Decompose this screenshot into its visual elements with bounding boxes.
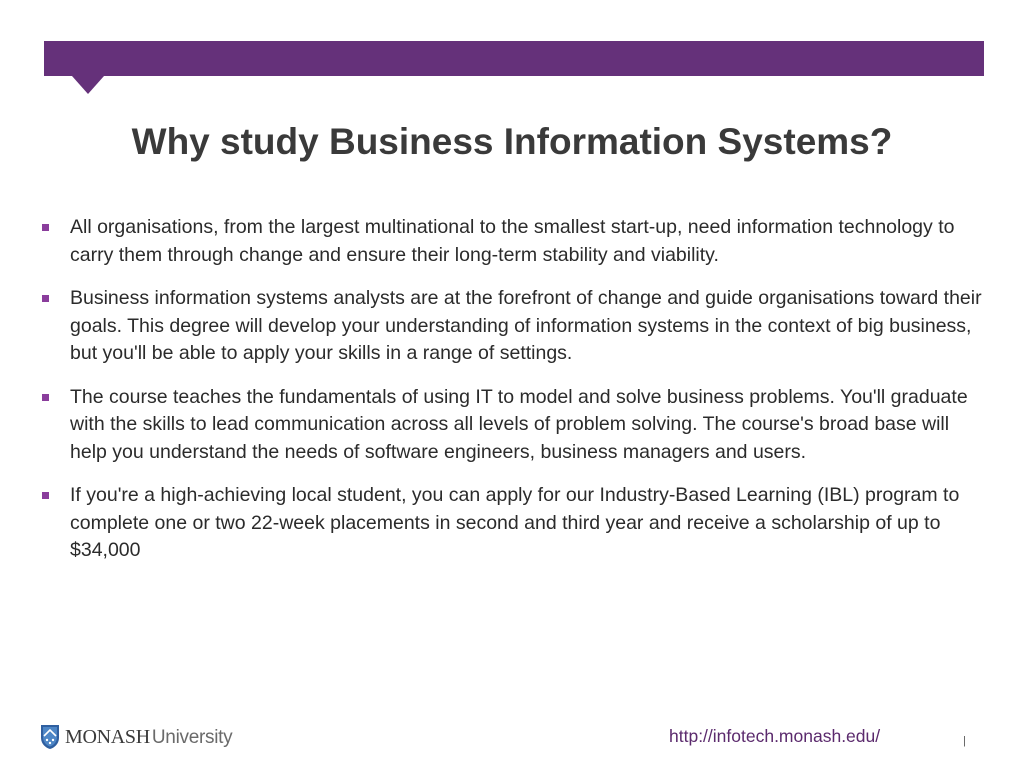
bullet-text: All organisations, from the largest multinational to the smallest start-up, need information technology to carry them through change and ensure their long-term stability and viability. xyxy=(70,216,955,266)
page-marker: | xyxy=(963,735,966,747)
bullet-item xyxy=(38,285,983,368)
square-bullet-icon xyxy=(42,295,49,302)
square-bullet-icon xyxy=(42,224,49,231)
bullet-item xyxy=(38,384,983,467)
square-bullet-icon xyxy=(42,492,49,499)
square-bullet-icon xyxy=(42,394,49,401)
bullet-text: If you're a high-achieving local student, you can apply for our Industry-Based Learning (IBL) program to complete one or two 22-week placements in second and third year and receive a scholarship of up to $34,000 xyxy=(70,484,960,561)
logo-light-text: University xyxy=(151,726,233,748)
footer-url-link[interactable]: http://infotech.monash.edu/ xyxy=(669,726,881,746)
bullet-item xyxy=(38,482,983,565)
monash-logo xyxy=(40,722,232,752)
header-bar xyxy=(44,41,984,76)
bullet-list xyxy=(38,214,983,581)
header-bar-notch xyxy=(72,76,104,94)
slide-title: Why study Business Information Systems? xyxy=(131,121,893,162)
bullet-text: The course teaches the fundamentals of using IT to model and solve business problems. You'll graduate with the skills to lead communication across all levels of problem solving. The course's broad base will help you understand the needs of software engineers, business managers and users. xyxy=(70,385,968,463)
monash-crest-icon xyxy=(40,724,60,750)
bullet-item xyxy=(38,214,983,269)
logo-strong-text: MONASH xyxy=(65,725,150,748)
logo-wordmark xyxy=(65,726,232,749)
bullet-text: Business information systems analysts are at the forefront of change and guide organisations toward their goals. This degree will develop your understanding of information systems in the context of big business, but you'll be able to apply your skills in a range of settings. xyxy=(70,287,982,364)
